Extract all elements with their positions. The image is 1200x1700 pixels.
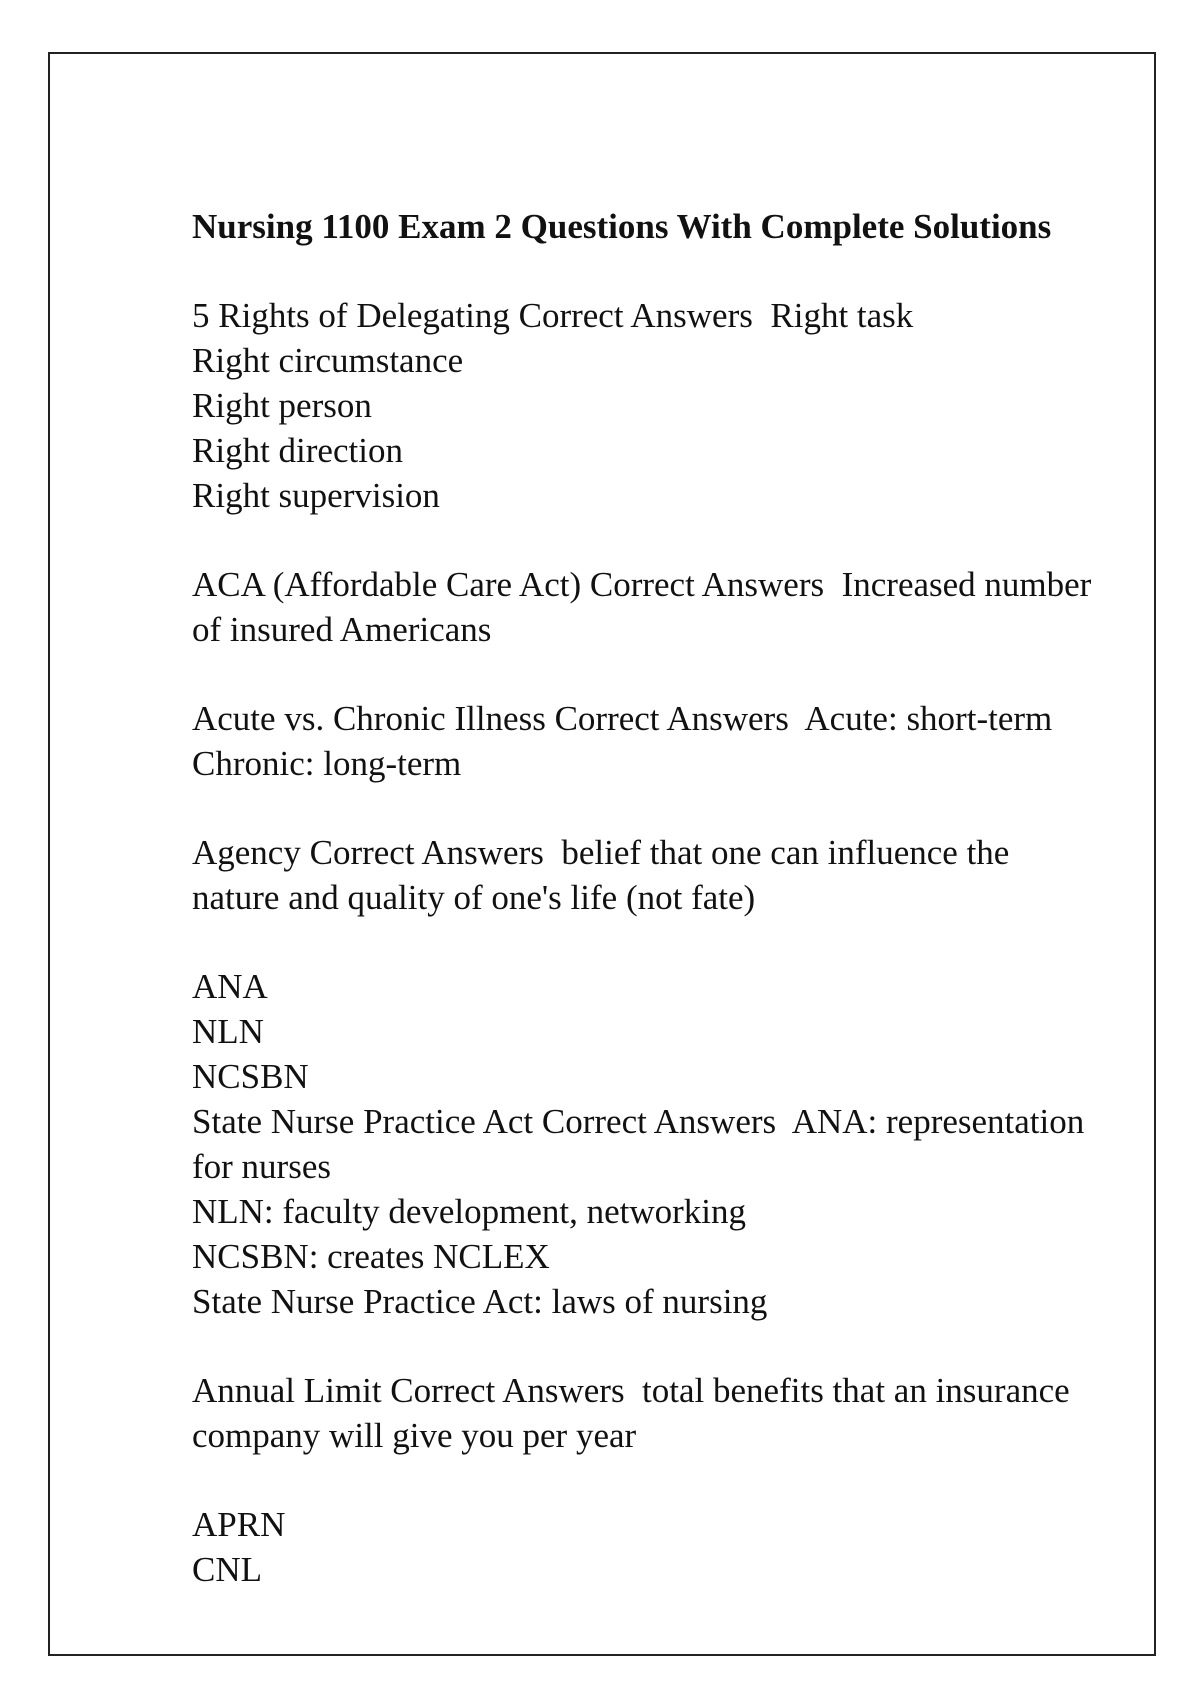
entry-rights-of-delegating bbox=[192, 293, 1132, 518]
entry-line: company will give you per year bbox=[192, 1416, 637, 1455]
entry-line: Right circumstance bbox=[192, 341, 464, 380]
entry-line: APRN bbox=[192, 1505, 286, 1544]
entry-line: 5 Rights of Delegating Correct Answers Right task bbox=[192, 296, 914, 335]
entry-aprn-cnl bbox=[192, 1502, 1132, 1592]
entry-line: NLN: faculty development, networking bbox=[192, 1192, 747, 1231]
entry-line: for nurses bbox=[192, 1147, 331, 1186]
entry-line: Right person bbox=[192, 386, 372, 425]
entry-organizations bbox=[192, 964, 1132, 1324]
page-frame bbox=[48, 52, 1156, 1656]
entry-line: State Nurse Practice Act Correct Answers ANA: representation bbox=[192, 1102, 1085, 1141]
entry-line: Right direction bbox=[192, 431, 403, 470]
entry-aca bbox=[192, 562, 1132, 652]
entry-line: State Nurse Practice Act: laws of nursing bbox=[192, 1282, 768, 1321]
entry-line: Annual Limit Correct Answers total benefits that an insurance bbox=[192, 1371, 1070, 1410]
entry-line: ACA (Affordable Care Act) Correct Answers Increased number bbox=[192, 565, 1092, 604]
entry-annual-limit bbox=[192, 1368, 1132, 1458]
entry-line: ANA bbox=[192, 967, 268, 1006]
entry-line: nature and quality of one's life (not fate) bbox=[192, 878, 756, 917]
entry-acute-vs-chronic bbox=[192, 696, 1132, 786]
entry-line: Right supervision bbox=[192, 476, 440, 515]
entry-line: Agency Correct Answers belief that one can influence the bbox=[192, 833, 1010, 872]
entry-line: of insured Americans bbox=[192, 610, 492, 649]
entry-line: NCSBN bbox=[192, 1057, 309, 1096]
entry-line: NCSBN: creates NCLEX bbox=[192, 1237, 550, 1276]
document-title: Nursing 1100 Exam 2 Questions With Complete Solutions bbox=[192, 207, 1052, 246]
entry-agency bbox=[192, 830, 1132, 920]
entry-line: NLN bbox=[192, 1012, 264, 1051]
entry-line: CNL bbox=[192, 1550, 262, 1589]
entry-line: Chronic: long-term bbox=[192, 744, 462, 783]
entry-line: Acute vs. Chronic Illness Correct Answers Acute: short-term bbox=[192, 699, 1053, 738]
document-body bbox=[192, 204, 1132, 1636]
